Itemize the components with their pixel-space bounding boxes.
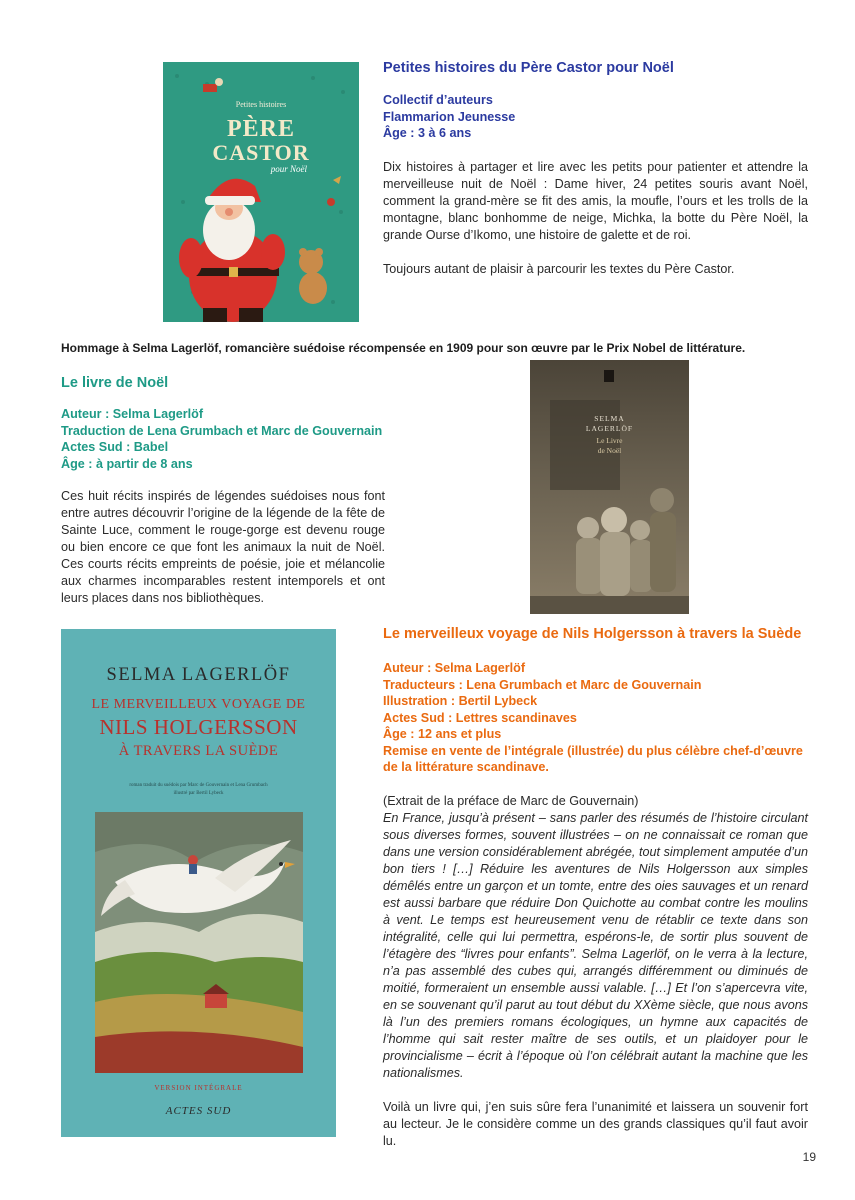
cover-title-line1: LE MERVEILLEUX VOYAGE DE (91, 697, 306, 712)
cover-translators: roman traduit du suédois par Marc de Gouvernain et Lena Grumbach (129, 783, 268, 788)
book3-extract-intro: (Extrait de la préface de Marc de Gouvernain) (383, 793, 639, 808)
publisher-logo (604, 370, 614, 382)
cover-title-line1: Le Livre (596, 436, 623, 445)
book2-meta-line: Traduction de Lena Grumbach et Marc de Gouvernain (61, 423, 383, 438)
cover-publisher: ACTES SUD (165, 1105, 232, 1117)
book3-meta-line: Illustration : Bertil Lybeck (383, 694, 538, 708)
cover-title-line3: À TRAVERS LA SUÈDE (118, 743, 279, 759)
book3-meta (383, 660, 808, 776)
book3-title: Le merveilleux voyage de Nils Holgersson à travers la Suède (383, 626, 802, 642)
cover-author: SELMA LAGERLÖF (106, 665, 291, 685)
book2-description: Ces huit récits inspirés de légendes suédoises nous font entre autres découvrir l’origine de la légende de la fête de Sainte Luce, comment le rouge-gorge est devenu rouge ou bien encore ce que font les animaux la nuit de Noël. Ces courts récits empreints de poésie, joie et mélancolie aux charmes incomparables restent intemporels et ont leurs places dans nos bibliothèques. (61, 489, 385, 605)
cover-title-line2: CASTOR (212, 140, 310, 165)
cover-small-title: Petites histoires (235, 100, 287, 109)
page-number: 19 (802, 1150, 816, 1164)
book2-meta-line: Actes Sud : Babel (61, 440, 169, 454)
book3-meta-line: Âge : 12 ans et plus (383, 727, 502, 741)
book3-meta-line: Auteur : Selma Lagerlöf (383, 661, 526, 675)
book2-meta-line: Auteur : Selma Lagerlöf (61, 407, 204, 421)
book1-description: Dix histoires à partager et lire avec les petits pour patienter et attendre la merveilleuse nuit de Noël : Dame hiver, 24 petites souris avant Noël, comment la grand-mère se fit des amis, la moufle, l’ours et les trolls de la montagne, blanc bonhomme de neige, Michka, la botte du Père Noël, la grande Ourse d’Ikomo, une histoire de galette et de roi. (383, 159, 808, 242)
cover-title-line1: PÈRE (226, 116, 295, 142)
book1-meta-line: Âge : 3 à 6 ans (383, 126, 472, 140)
cover-pere-castor (163, 62, 359, 322)
book3-meta-line: Actes Sud : Lettres scandinaves (383, 710, 577, 725)
book1-closing: Toujours autant de plaisir à parcourir les textes du Père Castor. (383, 261, 735, 276)
book1-meta-line: Flammarion Jeunesse (383, 109, 516, 124)
hommage-line: Hommage à Selma Lagerlöf, romancière suédoise récompensée en 1909 pour son œuvre par le Prix Nobel de littérature. (61, 341, 746, 355)
cover-title-line3: pour Noël (270, 164, 307, 174)
cover-livre-de-noel (530, 360, 689, 614)
cover-author-line1: SELMA (594, 414, 625, 423)
book3-meta-line: Traducteurs : Lena Grumbach et Marc de Gouvernain (383, 677, 702, 692)
book3-info (383, 626, 808, 1150)
cover-nils-holgersson (61, 629, 336, 1137)
cover-author (530, 414, 689, 434)
book1-meta-line: Collectif d’auteurs (383, 93, 493, 107)
book2-meta-line: Âge : à partir de 8 ans (61, 456, 193, 471)
book1-info (383, 60, 808, 278)
cover-illustration (95, 812, 303, 1073)
cover-author-line2: LAGERLÖF (585, 424, 634, 433)
cover-photo (530, 360, 689, 614)
cover-title-line2: NILS HOLGERSSON (99, 715, 298, 739)
book1-meta (383, 92, 808, 142)
cover-title-line2: de Noël (597, 446, 622, 455)
cover-version: VERSION INTÉGRALE (154, 1084, 243, 1092)
book2-info (61, 375, 385, 607)
cover-title (530, 436, 689, 456)
book3-meta-line: Remise en vente de l’intégrale (illustrée) du plus célèbre chef-d’œuvre de la littérature scandinave. (383, 743, 803, 774)
book3-conclusion: Voilà un livre qui, j’en suis sûre fera l’unanimité et laissera un souvenir fort au lecteur. Je le considère comme un des grands classiques qu’il faut avoir lu. (383, 1099, 808, 1148)
cover-illustrator: illustré par Bertil Lybeck (173, 791, 224, 796)
book2-meta (61, 406, 385, 472)
book1-title: Petites histoires du Père Castor pour Noël (383, 60, 674, 76)
book3-extract: En France, jusqu’à présent – sans parler des résumés de l’histoire circulant sous diverses formes, souvent illustrées – on ne connaissait ce roman que dans une version considérablement abrégée, tout simplement amputée d’un bon tiers ! […] Réduire les aventures de Nils Holgersson aux simples démêlés entre un garçon et un tomte, entre des oies sauvages et un renard est aussi barbare que réduire Don Quichotte au combat contre les moulins à vent. Le temps est heureusement venu de rétablir ce texte dans son intégralité, celle qui lui permettra, espérons-le, de sortir plus souvent de l’étagère des “livres pour enfants”. Selma Lagerlöf, on le verra à la lecture, n’a pas assemblé des cubes qui, arrangés différemment ou diminués de moitié, formeraient un ensemble aussi valable. […] Et l’on s’apercevra vite, en se souvenant qu’il parut au tout début du XXème siècle, que nous avons là l’un des premiers romans écologiques, un hymne aux capacités de l’homme qui sait rester maître de ses outils, et un plaidoyer pour le provincialisme – écrit à l’époque où l’on célébrait autant la machine que les nationalismes. (383, 810, 808, 1080)
book2-title: Le livre de Noël (61, 375, 169, 391)
